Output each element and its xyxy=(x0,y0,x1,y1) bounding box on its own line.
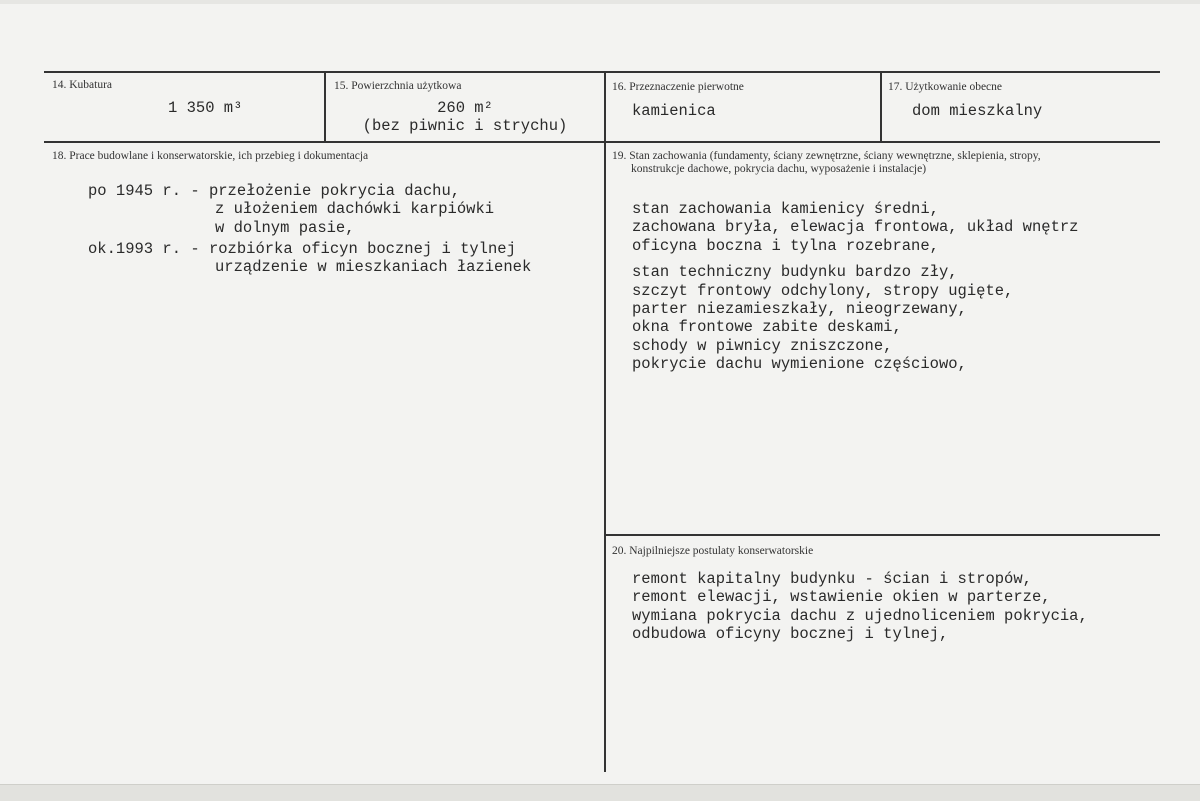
f19-line: parter niezamieszkały, nieogrzewany, xyxy=(632,299,967,318)
f14-label: 14. Kubatura xyxy=(52,79,113,91)
f20-line: remont elewacji, wstawienie okien w parterze, xyxy=(632,588,1051,607)
f15-label: 15. Powierzchnia użytkowa xyxy=(334,80,462,92)
f20-line: wymiana pokrycia dachu z ujednoliceniem pokrycia, xyxy=(632,606,1088,625)
f19-line: stan zachowania kamienicy średni, xyxy=(632,200,939,218)
f18-entry-1 xyxy=(88,182,494,237)
f19-line: pokrycie dachu wymienione częściowo, xyxy=(632,355,967,374)
f19-line: okna frontowe zabite deskami, xyxy=(632,318,902,337)
col-divider-3 xyxy=(880,71,882,142)
f18-entry-2 xyxy=(88,240,531,277)
f20-line: remont kapitalny budynku - ścian i stropów, xyxy=(632,570,1032,588)
row-divider xyxy=(44,141,1160,143)
f18-entry-1-line-1: po 1945 r. - przełożenie pokrycia dachu, xyxy=(88,182,461,200)
f15-note: (bez piwnic i strychu) xyxy=(362,117,568,135)
f20-text xyxy=(632,570,1088,644)
f18-entry-2-line-1: ok.1993 r. - rozbiórka oficyn bocznej i tylnej xyxy=(88,240,516,258)
f19-line: zachowana bryła, elewacja frontowa, układ wnętrz xyxy=(632,218,1079,237)
f17-value: dom mieszkalny xyxy=(912,102,1043,120)
table-top-border xyxy=(44,71,1160,73)
f19-label: 19. Stan zachowania (fundamenty, ściany zewnętrzne, ściany wewnętrzne, sklepienia, stropy, xyxy=(612,150,1041,162)
col-divider-2 xyxy=(604,71,606,772)
f20-top-border xyxy=(604,534,1160,536)
f18-entry-1-line-3: w dolnym pasie, xyxy=(215,218,355,237)
f19-line: szczyt frontowy odchylony, stropy ugięte, xyxy=(632,281,1014,300)
f20-label: 20. Najpilniejsze postulaty konserwatorskie xyxy=(612,545,814,557)
f18-entry-2-line-2: urządzenie w mieszkaniach łazienek xyxy=(215,258,532,277)
page-top-edge xyxy=(0,0,1200,4)
f14-value: 1 350 m³ xyxy=(168,99,243,117)
f15-value: 260 m² xyxy=(437,99,493,117)
f17-label: 17. Użytkowanie obecne xyxy=(888,81,1003,93)
f19-line: schody w piwnicy zniszczone, xyxy=(632,336,893,355)
f19-text xyxy=(632,200,1078,374)
page-bottom-edge xyxy=(0,784,1200,801)
f16-label: 16. Przeznaczenie pierwotne xyxy=(612,81,744,93)
f19-line: stan techniczny budynku bardzo zły, xyxy=(632,263,958,282)
f16-value: kamienica xyxy=(632,102,716,120)
f20-line: odbudowa oficyny bocznej i tylnej, xyxy=(632,625,949,644)
f18-entry-1-line-2: z ułożeniem dachówki karpiówki xyxy=(215,200,495,219)
f18-label: 18. Prace budowlane i konserwatorskie, ich przebieg i dokumentacja xyxy=(52,150,369,162)
f19-label-cont: konstrukcje dachowe, pokrycia dachu, wyposażenie i instalacje) xyxy=(631,163,927,175)
f19-line: oficyna boczna i tylna rozebrane, xyxy=(632,236,939,255)
